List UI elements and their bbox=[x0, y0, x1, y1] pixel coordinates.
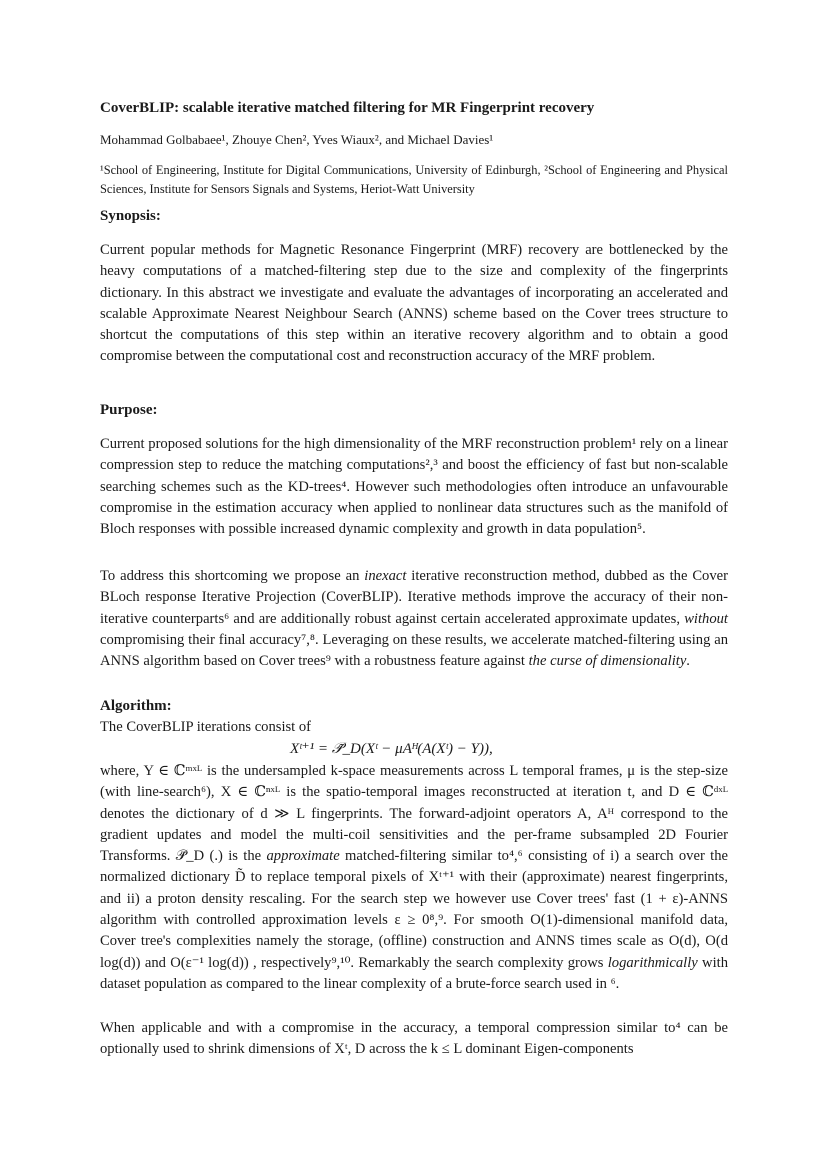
emphasis-approximate: approximate bbox=[266, 848, 340, 865]
purpose-heading: Purpose: bbox=[100, 402, 158, 418]
affiliations: ¹School of Engineering, Institute for Digital Communications, University of Edinburgh, ²School of Engineering and Physical Sciences, Institute for Sensors Signals and Systems, Heriot-Watt University bbox=[100, 163, 728, 196]
purpose-paragraph-2: To address this shortcoming we propose an inexact iterative reconstruction method, dubbed as the Cover BLoch response Iterative Projection (CoverBLIP). Iterative methods improve the accuracy of their non-iterative counterparts⁶ and are additionally robust against certain accelerated approximate updates, without compromising their final accuracy⁷,⁸. Leveraging on these results, we accelerate matched-filtering using an ANNS algorithm based on Cover trees⁹ with a robustness feature against the curse of dimensionality. bbox=[100, 568, 728, 670]
algorithm-paragraph-1: where, Y ∈ ℂᵐˣᴸ is the undersampled k-space measurements across L temporal frames, μ is the step-size (with line-search⁶), X ∈ ℂⁿˣᴸ is the spatio-temporal images reconstructed at iteration t, and D ∈ ℂᵈˣᴸ denotes the dictionary of d ≫ L fingerprints. The forward-adjoint operators A, Aᴴ correspond to the gradient updates and model the multi-coil sensitivities and the per-frame subsampled 2D Fourier Transforms. 𝒫̃_D (.) is the approximate matched-filtering similar to⁴,⁶ consisting of i) a search over the normalized dictionary D̃ to replace temporal pixels of Xᵗ⁺¹ with their (approximate) nearest fingerprints, and ii) a proton density rescaling. For the search step we however use Cover trees' fast (1 + ε)-ANNS algorithm with controlled approximation levels ε ≥ 0⁸,⁹. For smooth O(1)-dimensional manifold data, Cover tree's complexities namely the storage, (offline) construction and ANNS times scale as O(d), O(d log(d)) and O(ε⁻¹ log(d)) , respectively⁹,¹⁰. Remarkably the search complexity grows logarithmically with dataset population as compared to the linear complexity of a brute-force search used in ⁶. bbox=[100, 763, 728, 992]
algorithm-paragraph-2: When applicable and with a compromise in the accuracy, a temporal compression similar to⁴ can be optionally used to shrink dimensions of Xᵗ, D across the k ≤ L dominant Eigen-components bbox=[100, 1020, 728, 1058]
paper-title: CoverBLIP: scalable iterative matched filtering for MR Fingerprint recovery bbox=[100, 100, 595, 116]
synopsis-heading: Synopsis: bbox=[100, 208, 161, 224]
synopsis-paragraph: Current popular methods for Magnetic Resonance Fingerprint (MRF) recovery are bottlenecked by the heavy computations of a matched-filtering step due to the size and complexity of the fingerprints dictionary. In this abstract we investigate and evaluate the advantages of incorporating an accelerated and scalable Approximate Nearest Neighbour Search (ANNS) scheme based on the Cover trees structure to shortcut the computations of this step within an iterative recovery algorithm and to obtain a good compromise between the computational cost and reconstruction accuracy of the MRF problem. bbox=[100, 242, 728, 365]
emphasis-inexact: inexact bbox=[364, 568, 407, 584]
purpose-paragraph-1: Current proposed solutions for the high dimensionality of the MRF reconstruction problem¹ rely on a linear compression step to reduce the matching computations²,³ and boost the efficiency of fast but non-scalable searching schemes such as the KD-trees⁴. However such methodologies often introduce an unfavourable compromise in the estimation accuracy when applied to nonlinear data structures such as the manifold of Bloch responses with possible increased dynamic complexity and growth in data population⁵. bbox=[100, 436, 728, 538]
algorithm-intro: The CoverBLIP iterations consist of bbox=[100, 719, 312, 735]
emphasis-curse: the curse of dimensionality bbox=[528, 653, 687, 670]
iteration-equation: Xᵗ⁺¹ = 𝒫̃_D(Xᵗ − μAᴴ(A(Xᵗ) − Y)), bbox=[290, 741, 493, 757]
emphasis-logarithmically: logarithmically bbox=[607, 954, 698, 971]
algorithm-heading: Algorithm: bbox=[100, 698, 172, 714]
author-list: Mohammad Golbabaee¹, Zhouye Chen², Yves Wiaux², and Michael Davies¹ bbox=[100, 132, 494, 147]
emphasis-without: without bbox=[684, 610, 728, 627]
